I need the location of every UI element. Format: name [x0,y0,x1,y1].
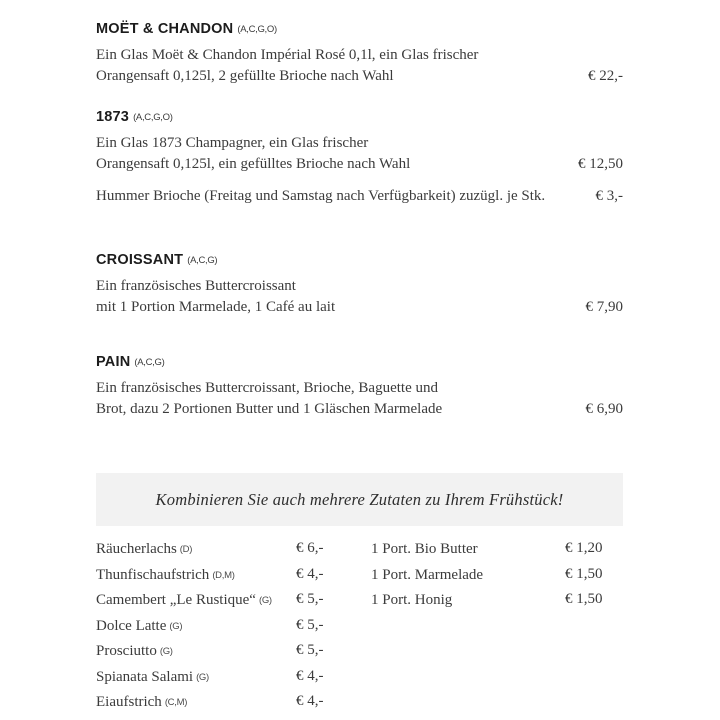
menu-item-description-line [96,66,623,87]
extras-price: € 5,- [296,591,324,607]
extras-left-column [96,536,336,715]
menu-item-description-line [96,45,623,66]
extras-name: 1 Port. Honig [371,592,453,608]
extras-right-column [371,536,623,613]
note-text: Hummer Brioche (Freitag und Samstag nach Verfügbarkeit) zuzügl. je Stk. [96,188,546,204]
extras-price: € 5,- [296,616,324,633]
extras-price: € 5,- [296,642,324,658]
extras-name: Camembert „Le Rustique“ [96,592,256,608]
allergen-tag: (D) [179,544,193,555]
note-price: € 3,- [595,188,623,204]
hummer-brioche-note [96,186,623,207]
menu-item-price: € 22,- [588,68,623,84]
allergen-tag: (A,C,G,O) [133,112,173,123]
menu-item-title [96,21,623,38]
extras-price: € 4,- [296,693,324,709]
description-text: Orangensaft 0,125l, ein gefülltes Brioche nach Wahl [96,156,411,172]
allergen-tag: (D,M) [212,569,235,581]
description-text: Ein Glas 1873 Champagner, ein Glas frischer [96,135,369,151]
extras-name: Eiaufstrich [96,694,162,710]
menu-item-description-line [96,133,623,154]
banner-text: Kombinieren Sie auch mehrere Zutaten zu Ihrem Frühstück! [155,489,564,509]
description-text: mit 1 Portion Marmelade, 1 Café au lait [96,299,336,315]
extras-list-item [371,562,623,588]
extras-price: € 4,- [296,667,324,684]
extras-name: Thunfischaufstrich [96,566,210,583]
menu-item-pain [96,354,623,420]
menu-item-price: € 7,90 [585,299,623,315]
menu-item-croissant [96,252,623,318]
menu-item-price: € 12,50 [578,156,623,172]
extras-list-item [371,587,623,613]
allergen-tag: (G) [196,671,209,683]
menu-item-description-line [96,297,623,318]
allergen-tag: (G) [159,646,173,657]
extras-price: € 6,- [296,540,324,556]
combination-banner [96,473,623,526]
description-text: Orangensaft 0,125l, 2 gefüllte Brioche nach Wahl [96,68,394,84]
allergen-tag: (A,C,G) [134,357,165,368]
menu-item-description-line [96,378,623,399]
extras-list-item [96,613,336,639]
extras-price: € 1,50 [565,591,603,607]
extras-price: € 1,50 [565,565,603,582]
menu-item-title [96,109,623,126]
extras-list-item [96,664,336,690]
extras-name: Spianata Salami [96,668,194,685]
extras-list-item [371,536,623,562]
description-text: Ein französisches Buttercroissant [96,278,296,294]
allergen-tag: (G) [258,595,272,606]
menu-item-title-text: 1873 [96,109,130,125]
description-text: Ein Glas Moët & Chandon Impérial Rosé 0,1l, ein Glas frischer [96,47,479,63]
menu-item-description-line [96,276,623,297]
menu-item-price: € 6,90 [585,401,623,417]
description-text: Brot, dazu 2 Portionen Butter und 1 Gläschen Marmelade [96,401,443,417]
extras-list-item [96,689,336,715]
menu-item-description-line [96,154,623,175]
allergen-tag: (A,C,G,O) [237,24,277,35]
menu-item-moet-chandon [96,21,623,87]
menu-item-title-text: PAIN [96,354,131,370]
menu-item-title-text: MOËT & CHANDON [96,21,234,37]
allergen-tag: (A,C,G) [187,255,218,266]
extras-name: Räucherlachs [96,541,177,557]
description-text: Ein französisches Buttercroissant, Brioche, Baguette und [96,380,438,396]
menu-item-description-line [96,399,623,420]
allergen-tag: (C,M) [164,697,188,708]
extras-list-item [96,638,336,664]
menu-item-title-text: CROISSANT [96,252,184,268]
extras-price: € 4,- [296,565,324,582]
menu-item-title [96,354,623,371]
extras-name: Dolce Latte [96,617,167,634]
extras-name: 1 Port. Marmelade [371,566,484,583]
allergen-tag: (G) [169,620,183,632]
extras-list-item [96,587,336,613]
extras-name: 1 Port. Bio Butter [371,541,478,557]
extras-price: € 1,20 [565,540,603,556]
extras-name: Prosciutto [96,643,157,659]
menu-item-title [96,252,623,269]
extras-list-item [96,562,336,588]
menu-item-1873 [96,109,623,175]
extras-list-item [96,536,336,562]
